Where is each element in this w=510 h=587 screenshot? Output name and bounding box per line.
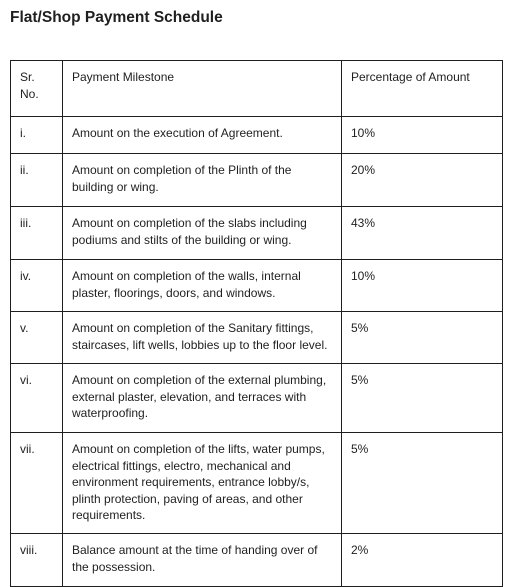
table-row [11,154,503,207]
page-title: Flat/Shop Payment Schedule [10,9,223,26]
header-sr-no-label: Sr. No. [20,70,39,101]
row-milestone: Balance amount at the time of handing over of the possession. [63,534,342,587]
table-row [11,312,503,364]
row-milestone: Amount on completion of the slabs including podiums and stilts of the building or wing. [63,207,342,260]
header-payment-milestone: Payment Milestone [63,61,342,117]
table-row [11,260,503,312]
row-sr-no: vi. [11,364,63,433]
row-percentage: 5% [342,364,503,433]
row-milestone: Amount on completion of the Sanitary fittings, staircases, lift wells, lobbies up to the floor level. [63,312,342,364]
row-milestone: Amount on completion of the external plumbing, external plaster, elevation, and terraces with waterproofing. [63,364,342,433]
row-percentage: 5% [342,433,503,534]
row-sr-no: iii. [11,207,63,260]
row-percentage: 43% [342,207,503,260]
row-percentage: 10% [342,260,503,312]
table-row [11,534,503,587]
table-row [11,364,503,433]
table-row [11,207,503,260]
row-sr-no: iv. [11,260,63,312]
header-sr-no [11,61,63,117]
table-row [11,117,503,154]
row-percentage: 20% [342,154,503,207]
row-sr-no: vii. [11,433,63,534]
row-percentage: 2% [342,534,503,587]
row-milestone: Amount on completion of the walls, internal plaster, floorings, doors, and windows. [63,260,342,312]
table-row [11,433,503,534]
row-sr-no: viii. [11,534,63,587]
row-milestone: Amount on completion of the lifts, water pumps, electrical fittings, electro, mechanical and environment requirements, entrance lobby/s, plinth protection, paving of areas, and other requirements. [63,433,342,534]
header-percentage: Percentage of Amount [342,61,503,117]
row-sr-no: v. [11,312,63,364]
row-percentage: 10% [342,117,503,154]
row-milestone: Amount on completion of the Plinth of the building or wing. [63,154,342,207]
row-sr-no: i. [11,117,63,154]
payment-schedule-table [10,60,503,587]
row-sr-no: ii. [11,154,63,207]
row-milestone: Amount on the execution of Agreement. [63,117,342,154]
row-percentage: 5% [342,312,503,364]
table-header-row [11,61,503,117]
